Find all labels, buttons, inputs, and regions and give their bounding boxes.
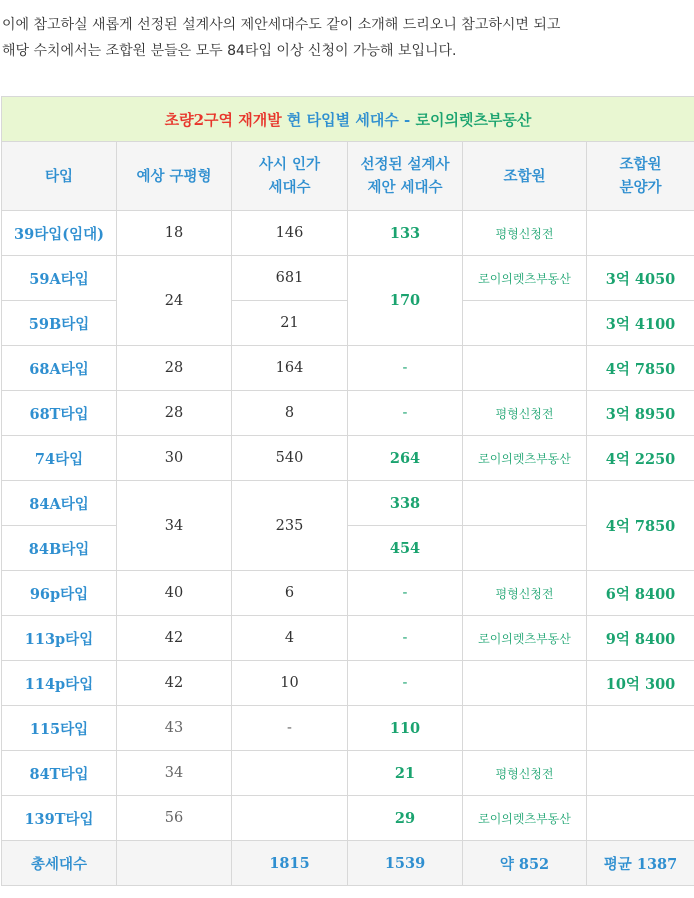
cell-area: 43: [117, 706, 232, 751]
table-row: [2, 436, 694, 481]
cell-selected: -: [348, 661, 463, 706]
cell-selected: -: [348, 616, 463, 661]
cell-approved: [232, 796, 348, 841]
cell-type: 59A타입: [2, 256, 117, 301]
header-price-line2: 분양가: [619, 179, 662, 196]
table-row: [2, 661, 694, 706]
cell-union: [463, 346, 587, 391]
total-area: [117, 841, 232, 886]
header-area: 예상 구평형: [117, 142, 232, 211]
cell-type: 39타입(임대): [2, 211, 117, 256]
cell-type: 84B타입: [2, 526, 117, 571]
cell-price: 4억 2250: [587, 436, 694, 481]
total-price: 평균 1387: [587, 841, 694, 886]
cell-price: 10억 300: [587, 661, 694, 706]
cell-approved: 6: [232, 571, 348, 616]
table-header-row: [2, 142, 694, 211]
cell-approved: 681: [232, 256, 348, 301]
cell-type: 84T타입: [2, 751, 117, 796]
table-row: [2, 571, 694, 616]
cell-price: [587, 751, 694, 796]
cell-selected: 264: [348, 436, 463, 481]
cell-area: 56: [117, 796, 232, 841]
cell-union: 로이의렛츠부동산: [463, 616, 587, 661]
cell-selected: 21: [348, 751, 463, 796]
intro-line-1: 이에 참고하실 새롭게 선정된 설계사의 제안세대수도 같이 소개해 드리오니 참고하시면 되고: [2, 17, 561, 33]
cell-approved: 235: [232, 481, 348, 571]
table-row: [2, 706, 694, 751]
cell-type: 113p타입: [2, 616, 117, 661]
cell-union: 로이의렛츠부동산: [463, 256, 587, 301]
cell-price: 4억 7850: [587, 346, 694, 391]
cell-selected: -: [348, 346, 463, 391]
cell-price: 4억 7850: [587, 481, 694, 571]
table-row: [2, 346, 694, 391]
total-selected: 1539: [348, 841, 463, 886]
header-price-line1: 조합원: [619, 156, 662, 173]
table-total-row: [2, 841, 694, 886]
cell-union: [463, 661, 587, 706]
cell-area: 40: [117, 571, 232, 616]
header-selected: [348, 142, 463, 211]
table-row: [2, 256, 694, 301]
cell-approved: [232, 751, 348, 796]
cell-area: 24: [117, 256, 232, 346]
cell-type: 139T타입: [2, 796, 117, 841]
cell-union: [463, 301, 587, 346]
header-approved: [232, 142, 348, 211]
cell-union: 평형신청전: [463, 751, 587, 796]
cell-type: 96p타입: [2, 571, 117, 616]
cell-union: [463, 526, 587, 571]
cell-price: [587, 211, 694, 256]
cell-union: [463, 706, 587, 751]
table-title: [2, 97, 694, 142]
cell-price: 3억 4100: [587, 301, 694, 346]
table-row: [2, 751, 694, 796]
cell-price: [587, 796, 694, 841]
cell-area: 28: [117, 391, 232, 436]
cell-type: 59B타입: [2, 301, 117, 346]
cell-price: 3억 8950: [587, 391, 694, 436]
table-row: [2, 796, 694, 841]
intro-line-2: 해당 수치에서는 조합원 분들은 모두 84타입 이상 신청이 가능해 보입니다.: [2, 43, 457, 59]
cell-area: 18: [117, 211, 232, 256]
cell-approved: 146: [232, 211, 348, 256]
total-approved: 1815: [232, 841, 348, 886]
cell-approved: 540: [232, 436, 348, 481]
cell-type: 114p타입: [2, 661, 117, 706]
cell-price: 9억 8400: [587, 616, 694, 661]
cell-area: 42: [117, 616, 232, 661]
cell-approved: 8: [232, 391, 348, 436]
cell-approved: 164: [232, 346, 348, 391]
table-row: [2, 391, 694, 436]
intro-text: [2, 12, 560, 64]
table-title-row: [2, 97, 694, 142]
title-area-name: 초량2구역 재개발: [164, 110, 282, 129]
cell-selected: -: [348, 391, 463, 436]
cell-area: 42: [117, 661, 232, 706]
table-row: [2, 211, 694, 256]
cell-union: 평형신청전: [463, 391, 587, 436]
header-approved-line2: 세대수: [268, 179, 311, 196]
cell-selected: 133: [348, 211, 463, 256]
cell-approved: 21: [232, 301, 348, 346]
total-union: 약 852: [463, 841, 587, 886]
cell-selected: -: [348, 571, 463, 616]
header-price: [587, 142, 694, 211]
cell-area: 28: [117, 346, 232, 391]
cell-area: 34: [117, 751, 232, 796]
table-row: [2, 481, 694, 526]
cell-union: 로이의렛츠부동산: [463, 436, 587, 481]
cell-approved: 10: [232, 661, 348, 706]
header-approved-line1: 사시 인가: [258, 156, 321, 173]
header-union: 조합원: [463, 142, 587, 211]
cell-selected: 454: [348, 526, 463, 571]
cell-price: 3억 4050: [587, 256, 694, 301]
title-description: 현 타입별 세대수 -: [281, 110, 416, 129]
total-label: 총세대수: [2, 841, 117, 886]
header-selected-line2: 제안 세대수: [367, 179, 443, 196]
table-row: [2, 616, 694, 661]
cell-selected: 29: [348, 796, 463, 841]
cell-approved: -: [232, 706, 348, 751]
unit-type-table: [1, 96, 694, 886]
cell-type: 74타입: [2, 436, 117, 481]
cell-price: [587, 706, 694, 751]
cell-area: 34: [117, 481, 232, 571]
cell-type: 84A타입: [2, 481, 117, 526]
cell-selected: 338: [348, 481, 463, 526]
cell-selected: 110: [348, 706, 463, 751]
cell-approved: 4: [232, 616, 348, 661]
header-selected-line1: 선정된 설계사: [360, 156, 450, 173]
cell-union: 평형신청전: [463, 211, 587, 256]
cell-type: 68T타입: [2, 391, 117, 436]
cell-type: 115타입: [2, 706, 117, 751]
cell-type: 68A타입: [2, 346, 117, 391]
cell-union: 로이의렛츠부동산: [463, 796, 587, 841]
cell-union: [463, 481, 587, 526]
cell-price: 6억 8400: [587, 571, 694, 616]
cell-selected: 170: [348, 256, 463, 346]
cell-union: 평형신청전: [463, 571, 587, 616]
header-type: 타입: [2, 142, 117, 211]
cell-area: 30: [117, 436, 232, 481]
title-author: 로이의렛츠부동산: [415, 110, 532, 129]
